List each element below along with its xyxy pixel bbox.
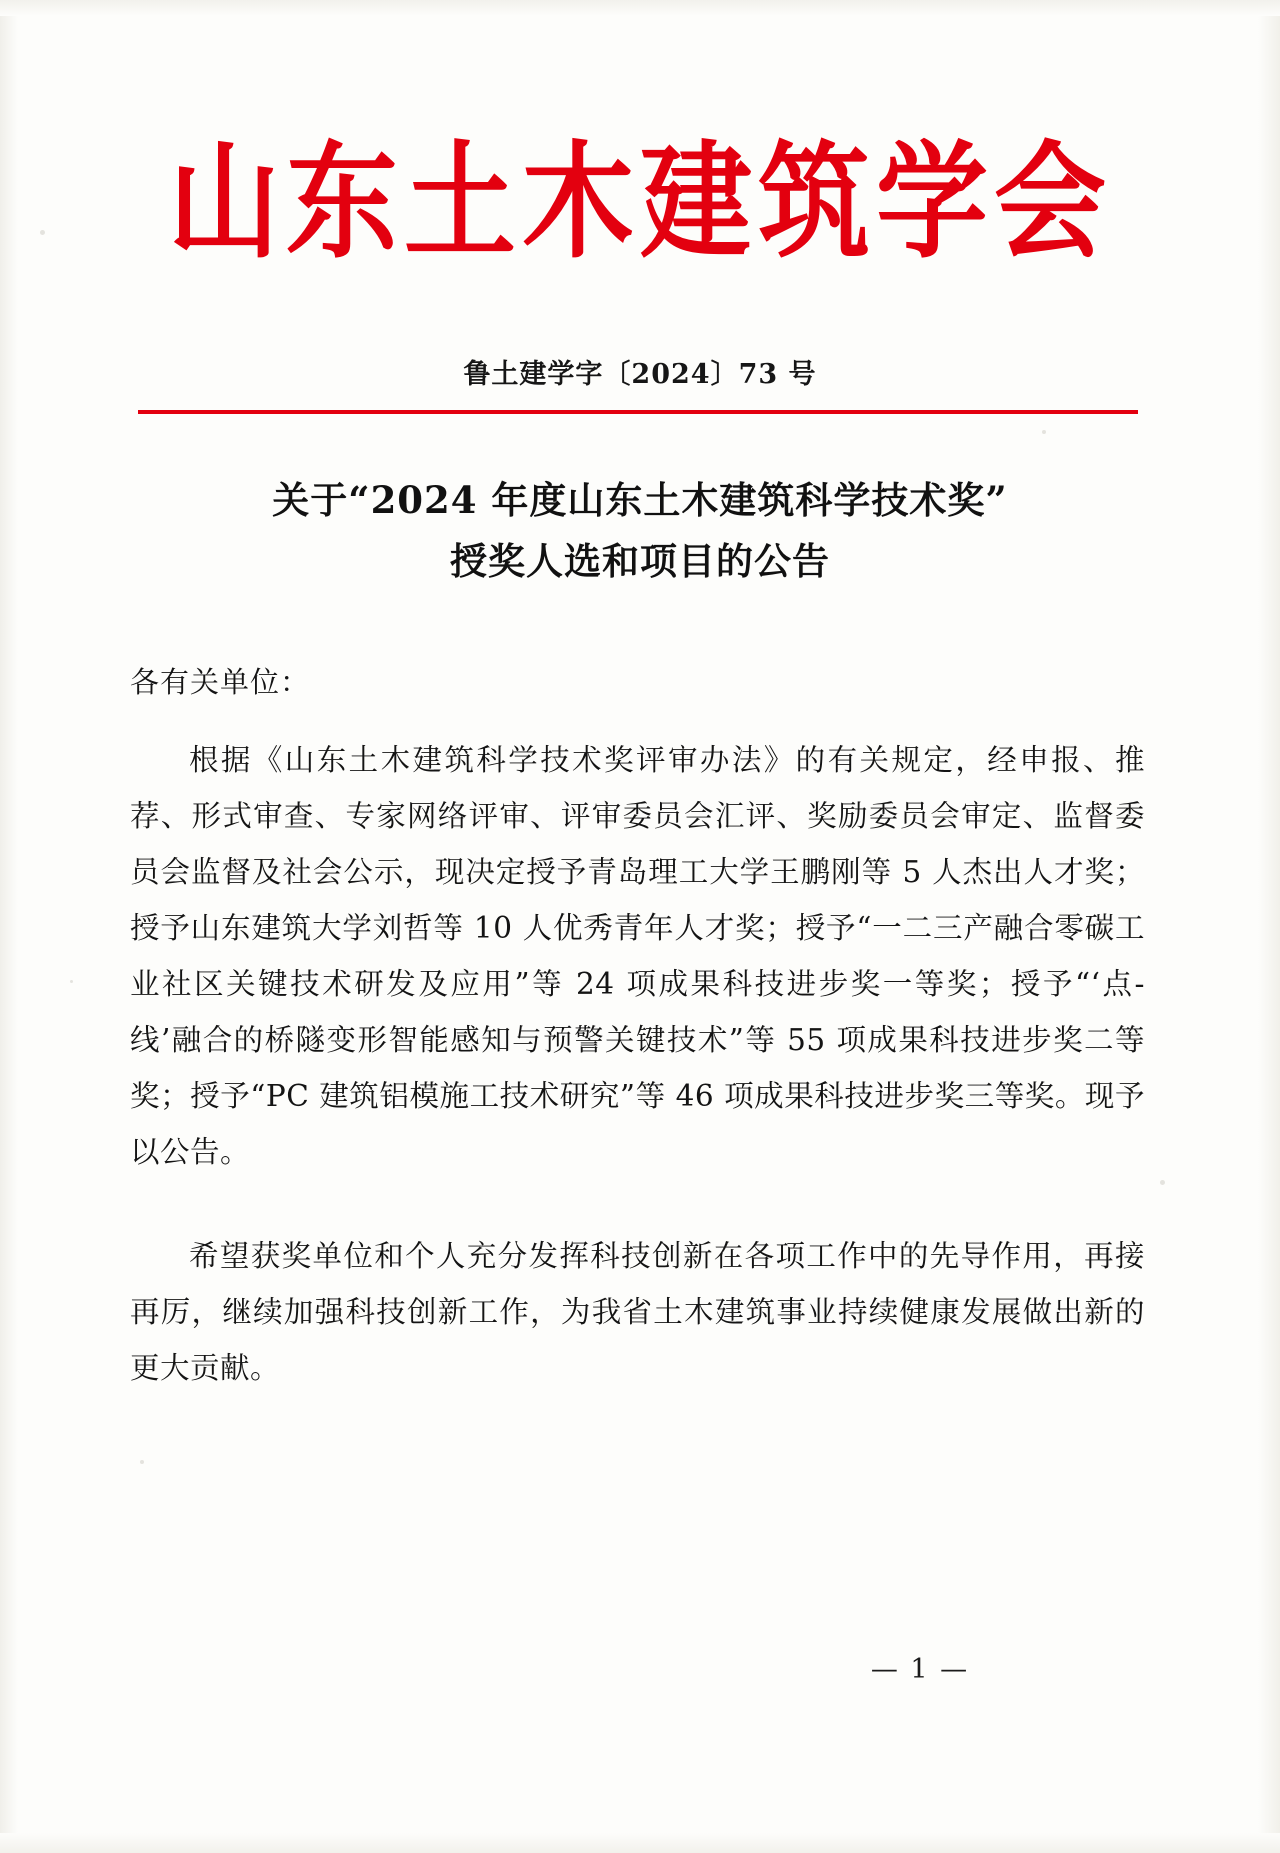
body-paragraph-1: 根据《山东土木建筑科学技术奖评审办法》的有关规定，经申报、推荐、形式审查、专家网络评审、评审委员会汇评、奖励委员会审定、监督委员会监督及社会公示，现决定授予青岛理工大学王鹏刚等 5 人杰出人才奖；授予山东建筑大学刘哲等 10 人优秀青年人才奖；授予“一二三产融合零碳工业社区关键技术研发及应用”等 24 项成果科技进步奖一等奖；授予“‘点-线’融合的桥隧变形智能感知与预警关键技术”等 55 项成果科技进步奖二等奖；授予“PC 建筑铝模施工技术研究”等 46 项成果科技进步奖三等奖。现予以公告。: [130, 743, 1145, 1169]
scan-speck: [1160, 1180, 1165, 1185]
organization-name: 山东土木建筑学会: [168, 128, 1112, 276]
page-number-label: — 1 —: [870, 1654, 970, 1685]
body-paragraph-2: 希望获奖单位和个人充分发挥科技创新在各项工作中的先导作用，再接再厉，继续加强科技创新工作，为我省土木建筑事业持续健康发展做出新的更大贡献。: [130, 1239, 1145, 1385]
salutation: 各有关单位：: [130, 665, 311, 699]
scan-speck: [40, 230, 45, 235]
document-content: [120, 0, 1160, 1853]
page-edge-left: [0, 0, 18, 1853]
document-number: 鲁土建学字〔2024〕73 号: [463, 359, 817, 390]
document-title-line-2: 授奖人选和项目的公告: [450, 539, 830, 584]
red-divider-rule: [138, 410, 1138, 414]
organization-letterhead: [120, 128, 1160, 276]
page-number: [120, 1654, 1160, 1685]
document-title-line-1: 关于“2024 年度山东土木建筑科学技术奖”: [272, 478, 1008, 522]
scan-speck: [70, 980, 73, 983]
document-title: [160, 470, 1120, 592]
page-edge-right: [1258, 0, 1280, 1853]
